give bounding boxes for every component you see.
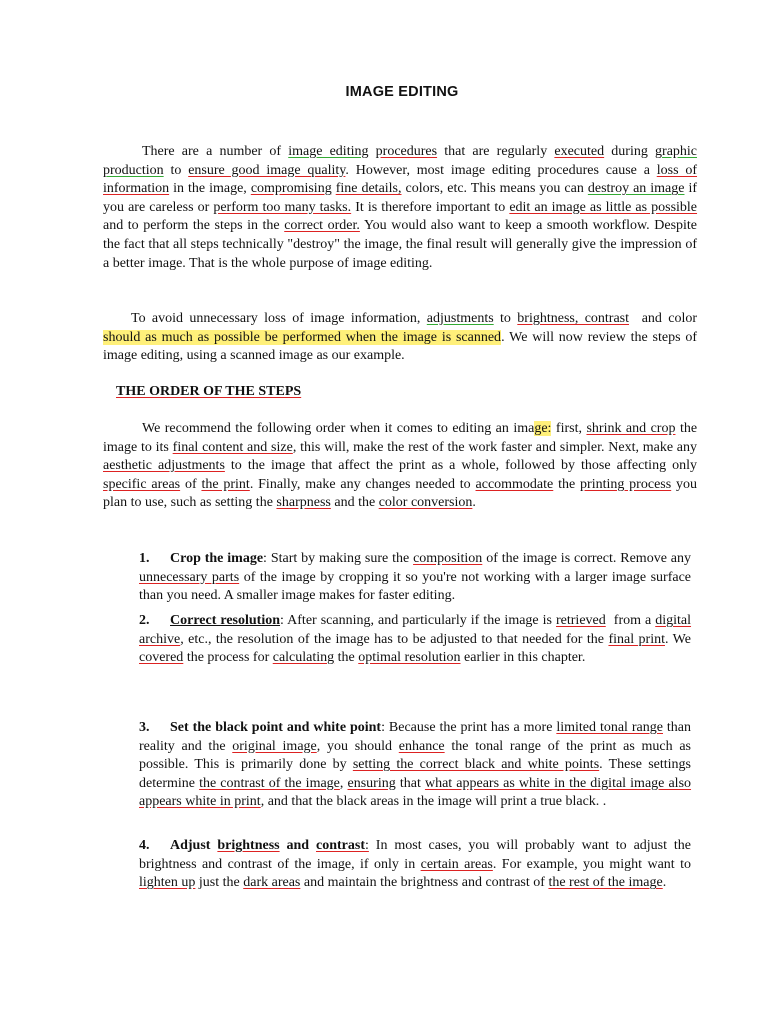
- text-run: earlier in this chapter.: [464, 650, 586, 666]
- spell-underlined-text: original image: [232, 738, 317, 754]
- text-run: and color: [641, 311, 698, 326]
- spell-underlined-text: color conversion: [378, 495, 473, 511]
- spell-underlined-text: setting the correct black and white points: [352, 757, 600, 773]
- spell-underlined-text: aesthetic adjustments: [103, 458, 225, 474]
- text-run: and to perform the steps in the: [103, 218, 280, 234]
- text-run: the: [337, 650, 355, 666]
- section-heading: [116, 384, 301, 400]
- text-run: colors, etc. This means you can: [405, 181, 584, 197]
- spell-underlined-text: correct order.: [284, 218, 360, 234]
- text-run: during: [611, 144, 648, 159]
- list-item-step-4: [139, 837, 691, 893]
- text-run: . We: [665, 631, 691, 647]
- spell-underlined-text: covered: [139, 650, 184, 666]
- text-run: that are regularly: [444, 144, 548, 159]
- text-run: just the: [198, 875, 240, 891]
- spell-underlined-text: the rest of the image: [548, 875, 663, 891]
- list-item-step-2: [139, 612, 691, 668]
- text-run: It is therefore important to: [355, 199, 506, 215]
- step-number: 2.: [139, 613, 150, 628]
- spell-underlined-text: certain areas: [420, 856, 493, 872]
- step-title: Correct resolution: [170, 613, 281, 628]
- step-title-underlined: contrast: [316, 838, 365, 853]
- spell-underlined-text: enhance: [398, 738, 445, 754]
- text-run: you plan to use, such as setting the: [103, 476, 698, 511]
- page-title: IMAGE EDITING: [345, 84, 459, 100]
- text-run: There are a number of: [142, 144, 282, 159]
- grammar-underlined-text: destroy an image: [587, 181, 685, 197]
- text-run: to: [170, 162, 182, 178]
- highlighted-text: ge:: [534, 421, 552, 436]
- list-item-step-1: [139, 550, 691, 606]
- spell-underlined-text: shrink and crop: [586, 421, 676, 436]
- grammar-underlined-text: graphic production: [103, 144, 698, 178]
- spell-underlined-text: executed: [554, 144, 605, 159]
- text-run: You would also want to keep a smooth workflow. Despite the fact that all steps technically "destroy" the image, the final result will generally give the impression of a better image. That is the whole purpose of image editing.: [103, 218, 698, 271]
- spell-underlined-text: compromising: [250, 181, 332, 197]
- text-run: if you are careless or: [103, 181, 698, 215]
- text-run: . We will now review the steps of image editing, using a scanned image as our example.: [103, 329, 697, 364]
- text-run: the: [558, 476, 576, 492]
- section-heading-text: THE ORDER OF THE STEPS: [116, 384, 302, 399]
- spell-underlined-text: :: [365, 838, 369, 853]
- spell-underlined-text: sharpness: [276, 495, 331, 511]
- step-title: Set the black point and white point: [170, 720, 382, 735]
- spell-underlined-text: specific areas: [103, 476, 181, 492]
- text-run: : Start by making sure the: [263, 551, 410, 566]
- text-run: We recommend the following order when it comes to editing an ima: [142, 421, 535, 436]
- spell-underlined-text: ensuring: [347, 775, 396, 791]
- spell-underlined-text: printing process: [580, 476, 672, 492]
- text-run: . These settings determine: [139, 757, 691, 791]
- text-run: and the: [334, 495, 376, 511]
- text-run: of the image is correct. Remove any: [486, 551, 692, 566]
- text-run: . Finally, make any changes needed to: [249, 476, 471, 492]
- spell-underlined-text: the print: [201, 476, 250, 492]
- text-run: In most cases, you will probably want to adjust the brightness and contrast of the image, if only in: [139, 838, 692, 872]
- spell-underlined-text: fine details,: [335, 181, 402, 197]
- spell-underlined-text: brightness, contrast: [517, 311, 630, 326]
- spell-underlined-text: procedures: [375, 144, 438, 159]
- text-run: to the image that affect the print as a whole, followed by those affecting only: [230, 458, 697, 474]
- spell-underlined-text: limited tonal range: [556, 720, 663, 735]
- text-run: that: [399, 775, 421, 791]
- spell-underlined-text: composition: [413, 551, 483, 566]
- spell-underlined-text: lighten up: [139, 875, 196, 891]
- spell-underlined-text: optimal resolution: [358, 650, 461, 666]
- text-run: , this will, make the rest of the work faster and simpler. Next, make any: [292, 439, 698, 455]
- paragraph-intro: [103, 143, 697, 273]
- spell-underlined-text: accommodate: [475, 476, 554, 492]
- text-run: than reality and the: [139, 720, 692, 754]
- spell-underlined-text: final content and size: [172, 439, 293, 455]
- text-run: of the image by cropping it so you're not working with a larger image surface than you need. A smaller image makes for faster editing.: [139, 569, 692, 604]
- spell-underlined-text: calculating: [272, 650, 335, 666]
- step-title: and: [286, 838, 310, 853]
- highlighted-text: should as much as possible be performed when the image is scanned: [103, 329, 502, 345]
- text-run: first,: [555, 421, 582, 436]
- text-run: To avoid unnecessary loss of image information,: [131, 311, 421, 326]
- spell-underlined-text: dark areas: [243, 875, 301, 891]
- step-title: Crop the image: [170, 551, 264, 566]
- grammar-underlined-text: adjustments: [426, 311, 494, 326]
- step-title-underlined: brightness: [217, 838, 280, 853]
- spell-underlined-text: loss of information: [103, 162, 698, 197]
- step-number: 3.: [139, 720, 150, 735]
- text-run: and maintain the brightness and contrast of: [303, 875, 545, 891]
- spell-underlined-text: digital archive: [139, 613, 692, 647]
- text-run: .: [472, 495, 476, 511]
- text-run: of: [184, 476, 197, 492]
- spell-underlined-text: the contrast of the image: [199, 775, 340, 791]
- spell-underlined-text: unnecessary parts: [139, 569, 240, 585]
- text-run: the process for: [186, 650, 270, 666]
- step-title: Adjust: [170, 838, 211, 853]
- text-run: , etc., the resolution of the image has to be adjusted to that needed for the: [180, 631, 605, 647]
- spell-underlined-text: what appears as white in the digital image also appears white in print: [139, 775, 692, 810]
- paragraph-avoid-loss: [103, 310, 697, 366]
- text-run: : After scanning, and particularly if the image is: [280, 613, 552, 628]
- spell-underlined-text: edit an image as little as possible: [509, 199, 698, 215]
- text-run: in the image,: [173, 181, 247, 197]
- text-run: ,: [339, 775, 344, 791]
- step-number: 1.: [139, 551, 150, 566]
- text-run: .: [662, 875, 667, 891]
- text-run: to: [500, 311, 511, 326]
- text-run: . For example, you might want to: [492, 856, 691, 872]
- text-run: , and that the black areas in the image will print a true black. .: [260, 794, 607, 810]
- spell-underlined-text: final print: [608, 631, 665, 647]
- spell-underlined-text: retrieved: [556, 613, 606, 628]
- text-run: the image to its: [103, 421, 698, 455]
- text-run: the tonal range of the print as much as possible. This is primarily done by: [139, 738, 692, 773]
- list-item-step-3: [139, 719, 691, 812]
- paragraph-recommended-order: [103, 420, 697, 513]
- text-run: : Because the print has a more: [381, 720, 553, 735]
- spell-underlined-text: ensure good image quality: [188, 162, 346, 178]
- text-run: , you should: [316, 738, 393, 754]
- text-run: from a: [613, 613, 652, 628]
- step-number: 4.: [139, 838, 150, 853]
- grammar-underlined-text: image editing: [288, 144, 369, 159]
- spell-underlined-text: perform too many tasks.: [213, 199, 352, 215]
- text-run: . However, most image editing procedures cause a: [345, 162, 650, 178]
